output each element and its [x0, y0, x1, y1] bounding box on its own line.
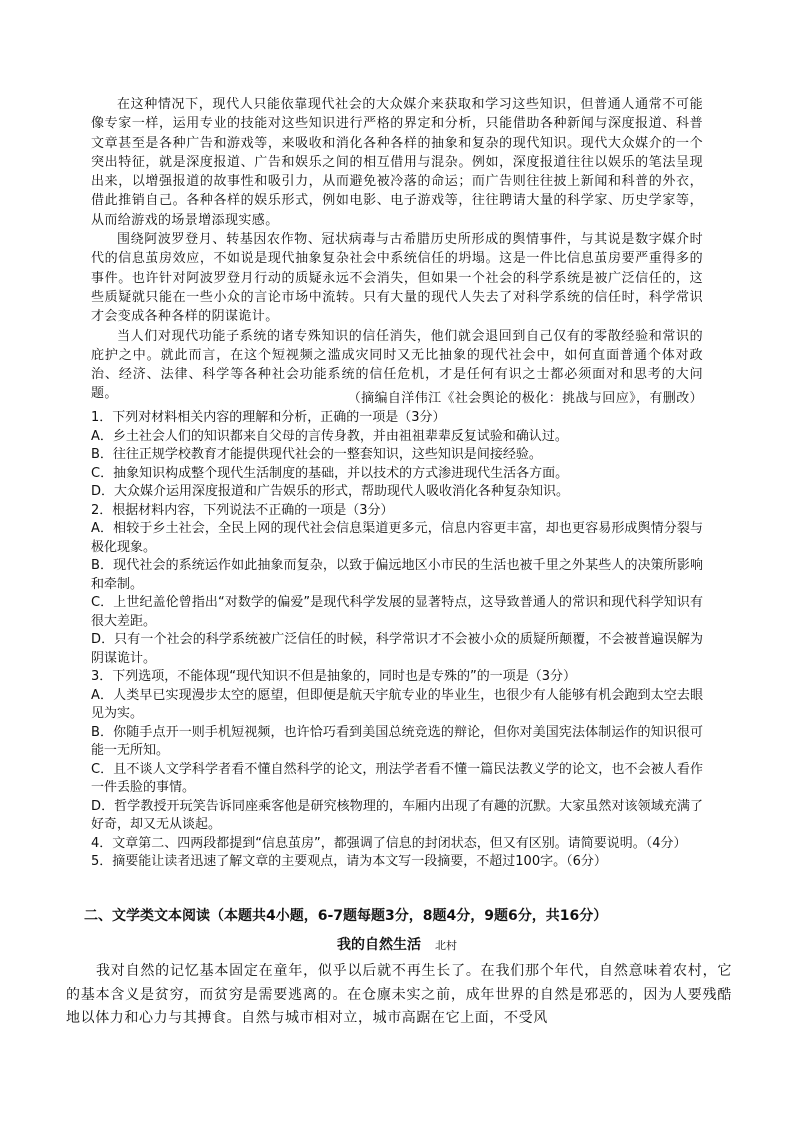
story-text [66, 960, 732, 1031]
story-title: 我的自然生活 [337, 937, 421, 953]
question-2-stem: 2．根据材料内容，下列说法不正确的一项是（3分） [91, 502, 394, 518]
question-2-option-a: A．相较于乡土社会，全民上网的现代社会信息渠道更多元，信息内容更丰富，却也更容易形成舆情分裂与极化现象。 [91, 521, 703, 555]
question-1-option-b: B．往往正规学校教育才能提供现代社会的一整套知识，这些知识是间接经验。 [91, 447, 542, 462]
question-5-stem: 5．摘要能让读者迅速了解文章的主要观点，请为本文写一段摘要，不超过100字。（6分） [91, 854, 607, 869]
passage-paragraph: 围绕阿波罗登月、转基因农作物、冠状病毒与古希腊历史所形成的舆情事件，与其说是数字媒介时代的信息茧房效应，不如说是现代抽象复杂社会中系统信任的坍塌。这是一件比信息茧房要严重得多的事件。也许针对阿波罗登月行动的质疑永远不会消失，但如果一个社会的科学系统是被广泛信任的，这些质疑就只能在一些小众的言论市场中流转。只有大量的现代人失去了对科学系统的信任时，科学常识才会变成各种各样的阴谋诡计。 [91, 232, 703, 325]
question-1-option-a: A．乡土社会人们的知识都来自父母的言传身教，并由祖祖辈辈反复试验和确认过。 [91, 428, 568, 444]
story-paragraph: 我对自然的记忆基本固定在童年，似乎以后就不再生长了。在我们那个年代，自然意味着农村，它的基本含义是贫穷，而贫穷是需要逃离的。在仓廪未实之前，成年世界的自然是邪恶的，因为人要残酷地以体力和心力与其搏食。自然与城市相对立，城市高踞在它上面，不受风 [66, 963, 732, 1026]
question-list [91, 409, 703, 872]
question-3-option-a: A．人类早已实现漫步太空的愿望，但即便是航天宇航专业的毕业生，也很少有人能够有机会跑到太空去眼见为实。 [91, 687, 703, 721]
question-2-option-c: C．上世纪盖伦曾指出“对数学的偏爱”是现代科学发展的显著特点，这导致普通人的常识和现代科学知识有很大差距。 [91, 595, 703, 629]
section-heading: 二、文学类文本阅读（本题共4小题，6-7题每题3分，8题4分，9题6分，共16分） [84, 908, 608, 924]
passage-source: （摘编自洋伟江《社会舆论的极化：挑战与回应》，有删改） [347, 391, 703, 406]
question-1-stem: 1．下列对材料相关内容的理解和分析，正确的一项是（3分） [91, 410, 446, 425]
question-2-option-b: B．现代社会的系统运作如此抽象而复杂，以致于偏远地区小市民的生活也被千里之外某些人的决策所影响和牵制。 [91, 558, 703, 592]
question-3-stem: 3．下列选项，不能体现“现代知识不但是抽象的，同时也是专殊的”的一项是（3分） [91, 669, 577, 684]
question-4-stem: 4．文章第二、四两段都提到“信息茧房”，都强调了信息的封闭状态，但又有区别。请简要说明。（4分） [91, 835, 687, 851]
question-2-option-d: D．只有一个社会的科学系统被广泛信任的时候，科学常识才不会被小众的质疑所颠覆，不会被普遍误解为阴谋诡计。 [91, 632, 703, 666]
passage-paragraph: 当人们对现代功能子系统的诸专殊知识的信任消失，他们就会退回到自己仅有的零散经验和常识的庇护之中。就此而言，在这个短视频之滥成灾同时又无比抽象的现代社会中，如何直面普通个体对政治、经济、法律、科学等各种社会功能系统的信任危机，才是任何有识之士都必须面对和思考的大问题。 [91, 328, 703, 402]
reading-passage [91, 95, 703, 404]
question-3-option-b: B．你随手点开一则手机短视频，也许恰巧看到美国总统竞选的辩论，但你对美国宪法体制运作的知识很可能一无所知。 [91, 724, 703, 758]
story-title-line [0, 934, 794, 954]
question-3-option-c: C．且不谈人文学科学者看不懂自然科学的论文，刑法学者看不懂一篇民法教义学的论文，也不会被人看作一件丢脸的事情。 [91, 761, 703, 795]
passage-paragraph: 在这种情况下，现代人只能依靠现代社会的大众媒介来获取和学习这些知识，但普通人通常不可能像专家一样，运用专业的技能对这些知识进行严格的界定和分析，只能借助各种新闻与深度报道、科普文章甚至是各种广告和游戏等，来吸收和消化各种各样的抽象和复杂的现代知识。现代大众媒介的一个突出特征，就是深度报道、广告和娱乐之间的相互借用与混杂。例如，深度报道往往以娱乐的笔法呈现出来，以增强报道的故事性和吸引力，从而避免被冷落的命运；而广告则往往披上新闻和科普的外衣，借此推销自己。各种各样的娱乐形式，例如电影、电子游戏等，往往聘请大量的科学家、历史学家等，从而给游戏的场景增添现实感。 [91, 97, 703, 228]
question-1-option-d: D．大众媒介运用深度报道和广告娱乐的形式，帮助现代人吸收消化各种复杂知识。 [91, 484, 570, 499]
question-1-option-c: C．抽象知识构成整个现代生活制度的基础，并以技术的方式渗进现代生活各方面。 [91, 465, 569, 481]
story-author: 北村 [435, 939, 457, 952]
question-3-option-d: D．哲学教授开玩笑告诉同座乘客他是研究核物理的，车厢内出现了有趣的沉默。大家虽然对该领域充满了好奇，却又无从谈起。 [91, 798, 703, 832]
